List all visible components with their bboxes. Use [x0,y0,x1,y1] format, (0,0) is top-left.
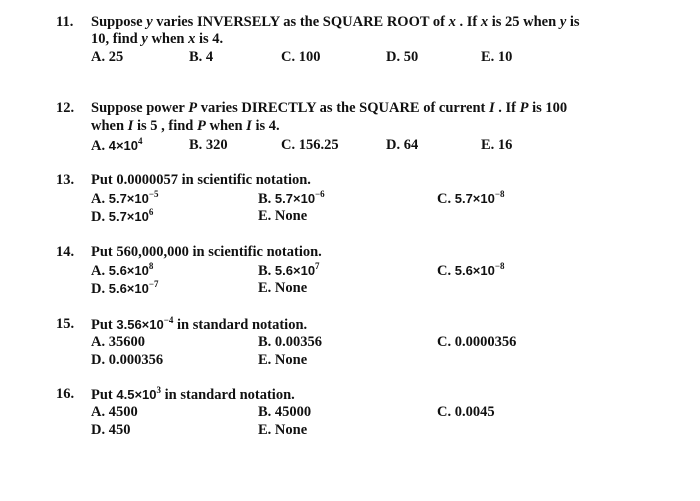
option-c[interactable]: C. $5.7\times 10^{-8}$ [437,189,505,207]
option-b[interactable]: B. 0.00356 [258,334,323,350]
option-c[interactable]: C. $5.6\times 10^{-8}$ [437,261,505,279]
option-c[interactable]: C. 0.0000356 [437,334,517,350]
question-text: Put 560,000,000 in scientific notation. [91,244,322,260]
option-d[interactable]: D. 0.000356 [91,352,164,368]
option-b[interactable]: B. 4 [189,49,214,65]
question-number: 16. [56,386,75,402]
option-e[interactable]: E. None [258,352,308,368]
option-c[interactable]: C. 0.0045 [437,404,495,420]
option-e[interactable]: E. None [258,208,308,224]
question-text-line-2: when I is 5 , find P when I is 4. [91,118,280,134]
question-number: 14. [56,244,75,260]
question-text-line-1: Suppose y varies INVERSELY as the SQUARE ROOT of x . If x is 25 when y is [91,14,580,30]
option-a[interactable]: A. 4500 [91,404,138,420]
option-e[interactable]: E. None [258,280,308,296]
option-e[interactable]: E. None [258,422,308,438]
question-text: Put 0.0000057 in scientific notation. [91,172,311,188]
option-d[interactable]: D. $5.7\times 10^6$ [91,207,154,225]
option-e[interactable]: E. 16 [481,137,513,153]
option-e[interactable]: E. 10 [481,49,513,65]
option-b[interactable]: B. 45000 [258,404,312,420]
question-text-line-2: 10, find y when x is 4. [91,31,224,47]
option-c[interactable]: C. 100 [281,49,321,65]
option-d[interactable]: D. 64 [386,137,419,153]
question-number: 13. [56,172,75,188]
option-b[interactable]: B. 320 [189,137,228,153]
option-a[interactable]: A. 25 [91,49,124,65]
option-d[interactable]: D. 50 [386,49,419,65]
question-number: 15. [56,316,75,332]
option-a[interactable]: A. $4\times 10^4$ [91,136,143,154]
question-number: 12. [56,100,75,116]
option-a[interactable]: A. $5.7\times 10^{-5}$ [91,189,159,207]
question-text: Put $3.56\times 10^{-4}$ in standard notation. [91,315,308,333]
question-text-line-1: Suppose power P varies DIRECTLY as the SQUARE of current I . If P is 100 [91,100,568,116]
option-b[interactable]: B. $5.7\times 10^{-6}$ [258,189,325,207]
question-text: Put $4.5\times 10^3$ in standard notation. [91,385,295,403]
option-a[interactable]: A. 35600 [91,334,145,350]
question-number: 11. [56,14,74,30]
option-b[interactable]: B. $5.6\times 10^7$ [258,261,320,279]
option-d[interactable]: D. $5.6\times 10^{-7}$ [91,279,159,297]
option-c[interactable]: C. 156.25 [281,137,339,153]
option-d[interactable]: D. 450 [91,422,131,438]
option-a[interactable]: A. $5.6\times 10^8$ [91,261,154,279]
